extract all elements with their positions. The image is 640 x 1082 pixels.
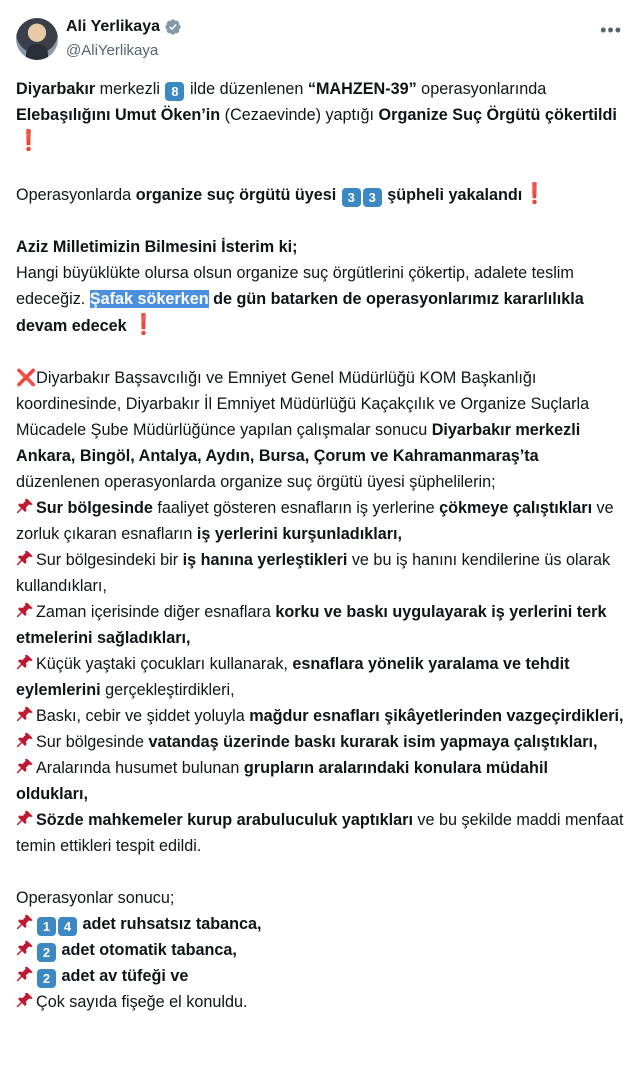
exclamation-icon: ❗ bbox=[131, 314, 157, 336]
text: adet otomatik tabanca, bbox=[57, 941, 237, 959]
text: ve bu şekilde maddi menfaat temin ettikleri tespit edildi. bbox=[16, 811, 624, 855]
pushpin-icon bbox=[16, 654, 34, 672]
text: organize suç örgütü üyesi bbox=[135, 186, 337, 204]
text: (Cezaevinde) yaptığı bbox=[220, 106, 379, 124]
text: operasyonlarında bbox=[416, 80, 547, 98]
keycap-8-icon: 8 bbox=[165, 82, 184, 101]
paragraph-3 bbox=[16, 234, 624, 339]
text: Sur bölgesindeki bir bbox=[36, 551, 183, 569]
pushpin-icon bbox=[16, 758, 34, 776]
results-list bbox=[16, 911, 624, 1015]
text: Organize Suç Örgütü çökertildi bbox=[378, 106, 617, 124]
pushpin-icon bbox=[16, 966, 34, 984]
result-item bbox=[16, 963, 624, 989]
text: gerçekleştirdikleri, bbox=[100, 681, 235, 699]
list-item bbox=[16, 807, 624, 859]
text: adet av tüfeği ve bbox=[57, 967, 189, 985]
text: Sur bölgesinde bbox=[36, 499, 153, 517]
text: ve bu iş hanını kendilerine üs olarak kullandıkları, bbox=[16, 551, 611, 595]
result-item bbox=[16, 911, 624, 937]
verified-badge-icon bbox=[164, 18, 182, 36]
list-item bbox=[16, 495, 624, 547]
text: ve zorluk çıkaran esnafların bbox=[16, 499, 614, 543]
list-item bbox=[16, 599, 624, 651]
allegations-list bbox=[16, 495, 624, 859]
text: düzenlenen operasyonlarda organize suç örgütü üyesi şüphelilerin; bbox=[16, 473, 496, 491]
text: Operasyonlarda bbox=[16, 186, 136, 204]
text: Sözde mahkemeler kurup arabuluculuk yaptıkları bbox=[36, 811, 413, 829]
result-item bbox=[16, 937, 624, 963]
list-item bbox=[16, 547, 624, 599]
results-title: Operasyonlar sonucu; bbox=[16, 889, 175, 907]
text: Sur bölgesinde bbox=[36, 733, 149, 751]
text: şüpheli yakalandı bbox=[382, 186, 523, 204]
text: Diyarbakır merkezli Ankara, Bingöl, Antalya, Aydın, Bursa, Çorum ve Kahramanmaraş’ta bbox=[16, 421, 581, 465]
text: vatandaş üzerinde baskı kurarak isim yapmaya çalıştıkları, bbox=[148, 733, 598, 751]
keycap-3-icon: 3 bbox=[342, 188, 361, 207]
text: esnaflara yönelik yaralama ve tehdit eylemlerini bbox=[16, 655, 570, 699]
text: adet ruhsatsız tabanca, bbox=[78, 915, 262, 933]
text: Hangi büyüklükte olursa olsun organize suç örgütlerini çökertip, adalete teslim edeceğiz. bbox=[16, 264, 574, 308]
text: Çok sayıda fişeğe el konuldu. bbox=[36, 993, 248, 1011]
pushpin-icon bbox=[16, 810, 34, 828]
author-handle[interactable]: @AliYerlikaya bbox=[66, 42, 159, 59]
text: Aralarında husumet bulunan bbox=[36, 759, 244, 777]
more-icon[interactable]: ••• bbox=[600, 20, 622, 40]
highlighted-text: Şafak sökerken bbox=[89, 290, 209, 308]
list-item bbox=[16, 703, 624, 729]
text: mağdur esnafları şikâyetlerinden vazgeçirdikleri, bbox=[249, 707, 624, 725]
text: faaliyet gösteren esnafların iş yerlerine bbox=[152, 499, 440, 517]
text: Diyarbakır bbox=[16, 80, 96, 98]
pushpin-icon bbox=[16, 550, 34, 568]
paragraph-4 bbox=[16, 365, 624, 495]
text: Elebaşılığını Umut Öken’in bbox=[16, 106, 221, 124]
author-name[interactable]: Ali Yerlikaya bbox=[66, 18, 160, 35]
pushpin-icon bbox=[16, 940, 34, 958]
result-item bbox=[16, 989, 624, 1015]
paragraph-1 bbox=[16, 76, 624, 155]
keycap-4-icon: 4 bbox=[58, 917, 77, 936]
exclamation-icon: ❗ bbox=[522, 183, 548, 205]
text: “MAHZEN-39” bbox=[307, 80, 417, 98]
pushpin-icon bbox=[16, 706, 34, 724]
text: ilde düzenlenen bbox=[185, 80, 308, 98]
pushpin-icon bbox=[16, 992, 34, 1010]
keycap-2-icon: 2 bbox=[37, 943, 56, 962]
text: merkezli bbox=[95, 80, 165, 98]
text: iş hanına yerleştikleri bbox=[182, 551, 348, 569]
keycap-3-icon: 3 bbox=[363, 188, 382, 207]
text: Zaman içerisinde diğer esnaflara bbox=[36, 603, 276, 621]
keycap-2-icon: 2 bbox=[37, 969, 56, 988]
list-item bbox=[16, 729, 624, 755]
author-name-row bbox=[66, 18, 182, 36]
text: iş yerlerini kurşunladıkları, bbox=[196, 525, 402, 543]
text: korku ve baskı uygulayarak iş yerlerini terk etmelerini sağladıkları, bbox=[16, 603, 607, 647]
tweet-text bbox=[16, 76, 624, 1015]
tweet-header bbox=[0, 0, 640, 66]
cross-mark-icon: ❌ bbox=[16, 369, 37, 387]
text: Aziz Milletimizin Bilmesini İsterim ki; bbox=[16, 238, 298, 256]
pushpin-icon bbox=[16, 732, 34, 750]
list-item bbox=[16, 651, 624, 703]
pushpin-icon bbox=[16, 914, 34, 932]
pushpin-icon bbox=[16, 498, 34, 516]
text: Diyarbakır Başsavcılığı ve Emniyet Genel Müdürlüğü KOM Başkanlığı koordinesinde, Diyarbakır İl Emniyet Müdürlüğü Kaçakçılık ve Organize Suçlarla Mücadele Şube Müdürlüğünce yapılan çalışmalar sonucu bbox=[16, 369, 590, 439]
text: Küçük yaştaki çocukları kullanarak, bbox=[36, 655, 293, 673]
text: çökmeye çalıştıkları bbox=[439, 499, 593, 517]
text: de gün batarken de operasyonlarımız kararlılıkla devam edecek bbox=[16, 290, 584, 335]
list-item bbox=[16, 755, 624, 807]
pushpin-icon bbox=[16, 602, 34, 620]
avatar[interactable] bbox=[16, 18, 58, 60]
text: grupların aralarındaki konulara müdahil oldukları, bbox=[16, 759, 548, 803]
paragraph-2 bbox=[16, 181, 624, 208]
keycap-1-icon: 1 bbox=[37, 917, 56, 936]
text: Baskı, cebir ve şiddet yoluyla bbox=[36, 707, 250, 725]
exclamation-icon: ❗ bbox=[16, 130, 41, 152]
